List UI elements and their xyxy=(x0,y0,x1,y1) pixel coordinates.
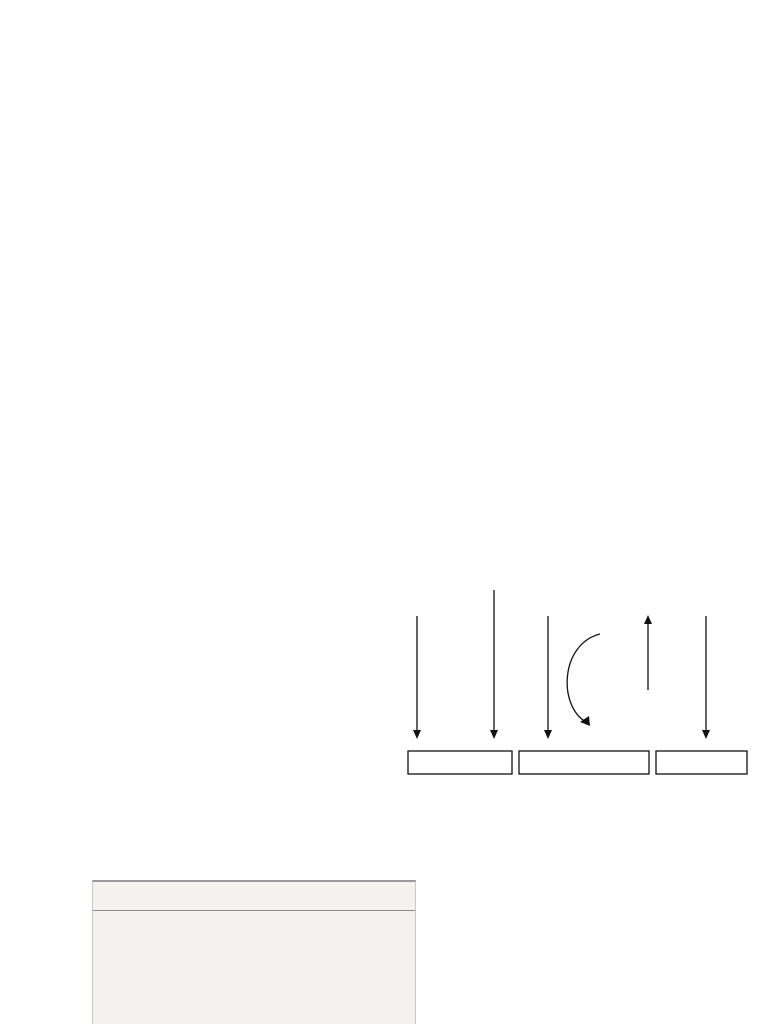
lipid-bilayer-icon xyxy=(610,884,710,976)
absorption-routes-diagram xyxy=(384,564,758,778)
slide-3 xyxy=(0,856,768,1024)
list-item xyxy=(101,616,131,639)
slide-2 xyxy=(0,428,768,856)
list-item xyxy=(101,648,131,671)
list-item xyxy=(128,712,160,735)
slide-1 xyxy=(0,0,768,428)
list-item xyxy=(72,584,106,607)
lipid-bilayer-icon xyxy=(610,454,710,546)
table-header xyxy=(93,882,415,911)
list-item xyxy=(128,680,160,703)
route-arrows xyxy=(417,590,706,736)
arrow-heads xyxy=(413,615,710,739)
drug-route-table xyxy=(92,880,416,1024)
list-item xyxy=(72,744,106,767)
lipid-bilayer-icon xyxy=(610,20,710,112)
